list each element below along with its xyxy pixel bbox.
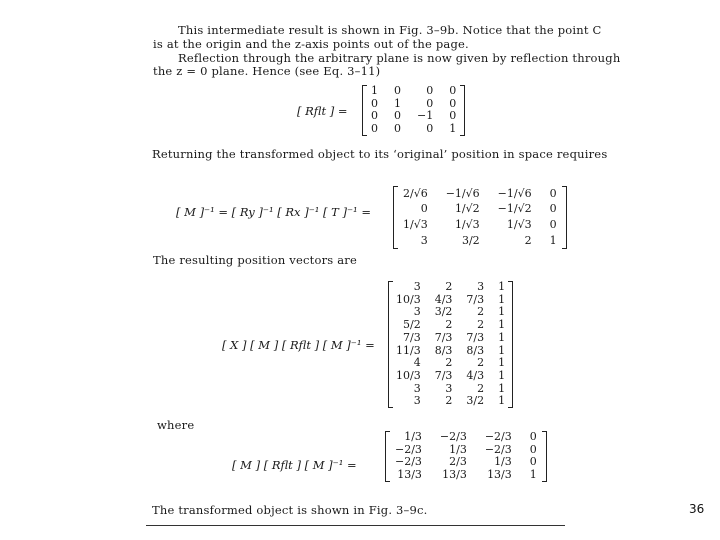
eq4-matrix xyxy=(385,431,547,482)
eq4-cell: 13/3 xyxy=(442,468,467,482)
eq1-matrix xyxy=(362,85,465,136)
eq3-cell: 1 xyxy=(498,356,506,370)
eq3-row xyxy=(389,395,512,408)
eq1-cell: 0 xyxy=(394,122,401,136)
eq3-cell: 8/3 xyxy=(466,343,485,357)
eq3-cell: 1 xyxy=(498,318,506,332)
eq4-cell: 1 xyxy=(529,468,537,482)
eq1-cell: −1 xyxy=(417,109,434,123)
eq1-cell: 1 xyxy=(449,122,457,136)
eq2-cell: 2 xyxy=(524,233,532,247)
eq3-cell: 7/3 xyxy=(434,330,453,344)
eq3-cell: 3 xyxy=(445,381,453,395)
eq3-cell: 2 xyxy=(445,356,453,370)
eq1-cell: 1 xyxy=(371,84,378,97)
eq4-cell: 1/3 xyxy=(494,455,512,469)
eq2-cell: 3 xyxy=(420,233,428,247)
eq4-cell: 0 xyxy=(529,455,537,469)
eq3-row xyxy=(389,281,512,294)
eq3-cell: 3 xyxy=(413,381,421,395)
eq1-cell: 0 xyxy=(394,84,401,97)
eq1-cell: 0 xyxy=(371,96,378,110)
eq3-row xyxy=(389,370,512,383)
eq2-cell: −1/√6 xyxy=(497,186,532,200)
eq3-cell: 5/2 xyxy=(403,318,421,332)
paragraph-4: The resulting position vectors are xyxy=(153,253,358,267)
eq3-row xyxy=(389,332,512,345)
eq3-cell: 2 xyxy=(477,356,485,370)
eq3-cell: 10/3 xyxy=(396,292,421,306)
eq3-cell: 7/3 xyxy=(466,292,485,306)
eq4-row xyxy=(386,469,546,482)
eq1-cell: 0 xyxy=(394,109,401,123)
eq3-cell: 3/2 xyxy=(434,305,453,319)
eq2-row xyxy=(394,217,566,233)
eq2-cell: −1/√6 xyxy=(445,186,480,200)
eq2-row xyxy=(394,202,566,218)
eq1-cell: 0 xyxy=(371,109,378,123)
paragraph-5: where xyxy=(157,418,195,432)
eq3-cell: 2 xyxy=(445,280,453,293)
eq2-cell: 0 xyxy=(549,202,557,216)
eq3-cell: 4 xyxy=(413,356,421,370)
eq3-cell: 1 xyxy=(498,381,506,395)
eq1-cell: 0 xyxy=(426,84,434,97)
eq2-cell: 1 xyxy=(549,233,557,247)
eq1-row xyxy=(363,123,464,136)
eq4-lhs: [ M ] [ Rflt ] [ M ]⁻¹ = xyxy=(232,458,357,472)
footer-rule xyxy=(146,525,565,526)
eq3-cell: 1 xyxy=(498,343,506,357)
eq4-cell: 1/3 xyxy=(449,442,467,456)
eq2-cell: 3/2 xyxy=(461,233,480,247)
eq4-cell: −2/3 xyxy=(484,442,512,456)
eq2-cell: 0 xyxy=(549,217,557,231)
eq2-cell: 0 xyxy=(549,186,557,200)
eq2-cell: 0 xyxy=(420,202,428,216)
eq1-cell: 0 xyxy=(371,122,378,136)
eq3-cell: 1 xyxy=(498,292,506,306)
paragraph-2-line-1: Reflection through the arbitrary plane is now given by reflection through xyxy=(178,51,621,65)
eq2-row xyxy=(394,233,566,249)
eq3-lhs: [ X ] [ M ] [ Rflt ] [ M ]⁻¹ = xyxy=(222,338,375,352)
eq1-cell: 0 xyxy=(449,109,457,123)
eq3-cell: 4/3 xyxy=(434,292,453,306)
paragraph-6: The transformed object is shown in Fig. 3–9c. xyxy=(152,503,428,517)
eq4-cell: −2/3 xyxy=(395,442,422,456)
paragraph-1-line-2: is at the origin and the z-axis points out of the page. xyxy=(153,37,469,51)
eq3-cell: 8/3 xyxy=(434,343,453,357)
eq2-cell: −1/√2 xyxy=(497,202,532,216)
eq4-cell: 0 xyxy=(529,430,537,443)
eq3-cell: 7/3 xyxy=(434,368,453,382)
eq3-cell: 3 xyxy=(413,394,421,408)
eq3-cell: 4/3 xyxy=(466,368,485,382)
eq4-cell: 13/3 xyxy=(397,468,422,482)
eq3-cell: 1 xyxy=(498,330,506,344)
paragraph-1-line-1: This intermediate result is shown in Fig. 3–9b. Notice that the point C xyxy=(178,23,602,37)
eq4-cell: −2/3 xyxy=(395,455,422,469)
eq2-cell: 2/√6 xyxy=(403,186,428,200)
eq4-row xyxy=(386,431,546,444)
eq1-cell: 0 xyxy=(449,84,457,97)
eq3-cell: 1 xyxy=(498,368,506,382)
eq2-matrix xyxy=(393,186,567,249)
eq1-cell: 1 xyxy=(394,96,401,110)
eq3-cell: 1 xyxy=(498,280,506,293)
eq3-cell: 7/3 xyxy=(403,330,421,344)
eq4-cell: 0 xyxy=(529,442,537,456)
eq3-cell: 2 xyxy=(445,318,453,332)
eq4-cell: 1/3 xyxy=(404,430,422,443)
eq4-cell: 13/3 xyxy=(487,468,512,482)
eq4-cell: −2/3 xyxy=(484,430,512,443)
eq3-cell: 10/3 xyxy=(396,368,421,382)
eq1-cell: 0 xyxy=(426,122,434,136)
eq2-cell: 1/√3 xyxy=(506,217,532,231)
eq3-matrix xyxy=(388,281,513,408)
eq3-cell: 2 xyxy=(477,318,485,332)
eq1-row xyxy=(363,85,464,98)
eq3-cell: 3 xyxy=(413,280,421,293)
eq3-cell: 2 xyxy=(477,305,485,319)
eq4-cell: −2/3 xyxy=(439,430,467,443)
eq3-row xyxy=(389,319,512,332)
eq2-lhs: [ M ]⁻¹ = [ Ry ]⁻¹ [ Rx ]⁻¹ [ T ]⁻¹ = xyxy=(176,205,371,219)
eq3-cell: 2 xyxy=(477,381,485,395)
eq4-cell: 2/3 xyxy=(449,455,467,469)
eq2-cell: 1/√3 xyxy=(454,217,480,231)
paragraph-3: Returning the transformed object to its ‘original’ position in space requires xyxy=(152,147,608,161)
eq2-cell: 1/√2 xyxy=(454,202,480,216)
eq3-cell: 3 xyxy=(477,280,485,293)
paragraph-2-line-2: the z = 0 plane. Hence (see Eq. 3–11) xyxy=(153,64,381,78)
eq3-cell: 11/3 xyxy=(396,343,421,357)
eq3-cell: 7/3 xyxy=(466,330,485,344)
eq3-cell: 1 xyxy=(498,394,506,408)
eq2-row xyxy=(394,186,566,202)
page-number: 36 xyxy=(689,502,705,516)
eq1-lhs: [ Rflt ] = xyxy=(297,104,348,118)
eq3-cell: 3/2 xyxy=(466,394,485,408)
eq1-cell: 0 xyxy=(449,96,457,110)
eq1-cell: 0 xyxy=(426,96,434,110)
eq3-cell: 3 xyxy=(413,305,421,319)
eq3-cell: 1 xyxy=(498,305,506,319)
eq2-cell: 1/√3 xyxy=(403,217,428,231)
eq3-cell: 2 xyxy=(445,394,453,408)
